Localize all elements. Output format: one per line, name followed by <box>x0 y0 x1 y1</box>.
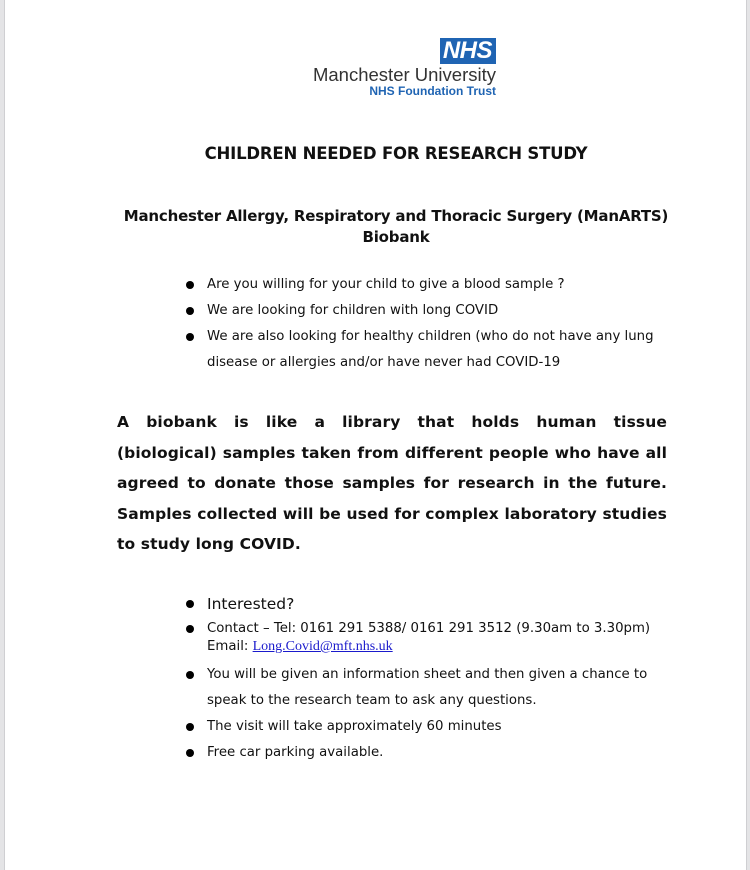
contact-phone: Contact – Tel: 0161 291 5388/ 0161 291 3512 (9.30am to 3.30pm) <box>207 621 651 636</box>
info-item: Free car parking available. <box>186 740 666 766</box>
org-subtitle: NHS Foundation Trust <box>369 84 496 98</box>
interested-item: Interested? <box>186 592 666 616</box>
criteria-item: Are you willing for your child to give a blood sample ? <box>186 272 666 298</box>
biobank-description: A biobank is like a library that holds human tissue (biological) samples taken from different people who have all agreed to donate those samples for research in the future. Samples collected will be used for complex laboratory studies to study long COVID. <box>117 413 667 553</box>
info-list <box>186 592 666 766</box>
email-link[interactable]: Long.Covid@mft.nhs.uk <box>252 639 393 654</box>
email-label: Email: <box>207 639 253 654</box>
nhs-badge: NHS <box>440 38 496 64</box>
info-item: You will be given an information sheet and then given a chance to speak to the research team to ask any questions. <box>186 662 666 714</box>
nhs-logo <box>5 38 496 64</box>
criteria-item: We are looking for children with long COVID <box>186 298 666 324</box>
study-name-line2: Biobank <box>362 228 430 246</box>
criteria-list <box>186 272 666 376</box>
page-title: CHILDREN NEEDED FOR RESEARCH STUDY <box>204 144 588 163</box>
contact-item <box>186 620 666 656</box>
criteria-item: We are also looking for healthy children (who do not have any lung disease or allergies and/or have never had COVID-19 <box>186 324 666 376</box>
document-page <box>4 0 747 870</box>
org-name: Manchester University <box>312 64 496 85</box>
info-item: The visit will take approximately 60 minutes <box>186 714 666 740</box>
study-name <box>5 206 750 248</box>
study-name-line1: Manchester Allergy, Respiratory and Thoracic Surgery (ManARTS) <box>123 207 669 225</box>
